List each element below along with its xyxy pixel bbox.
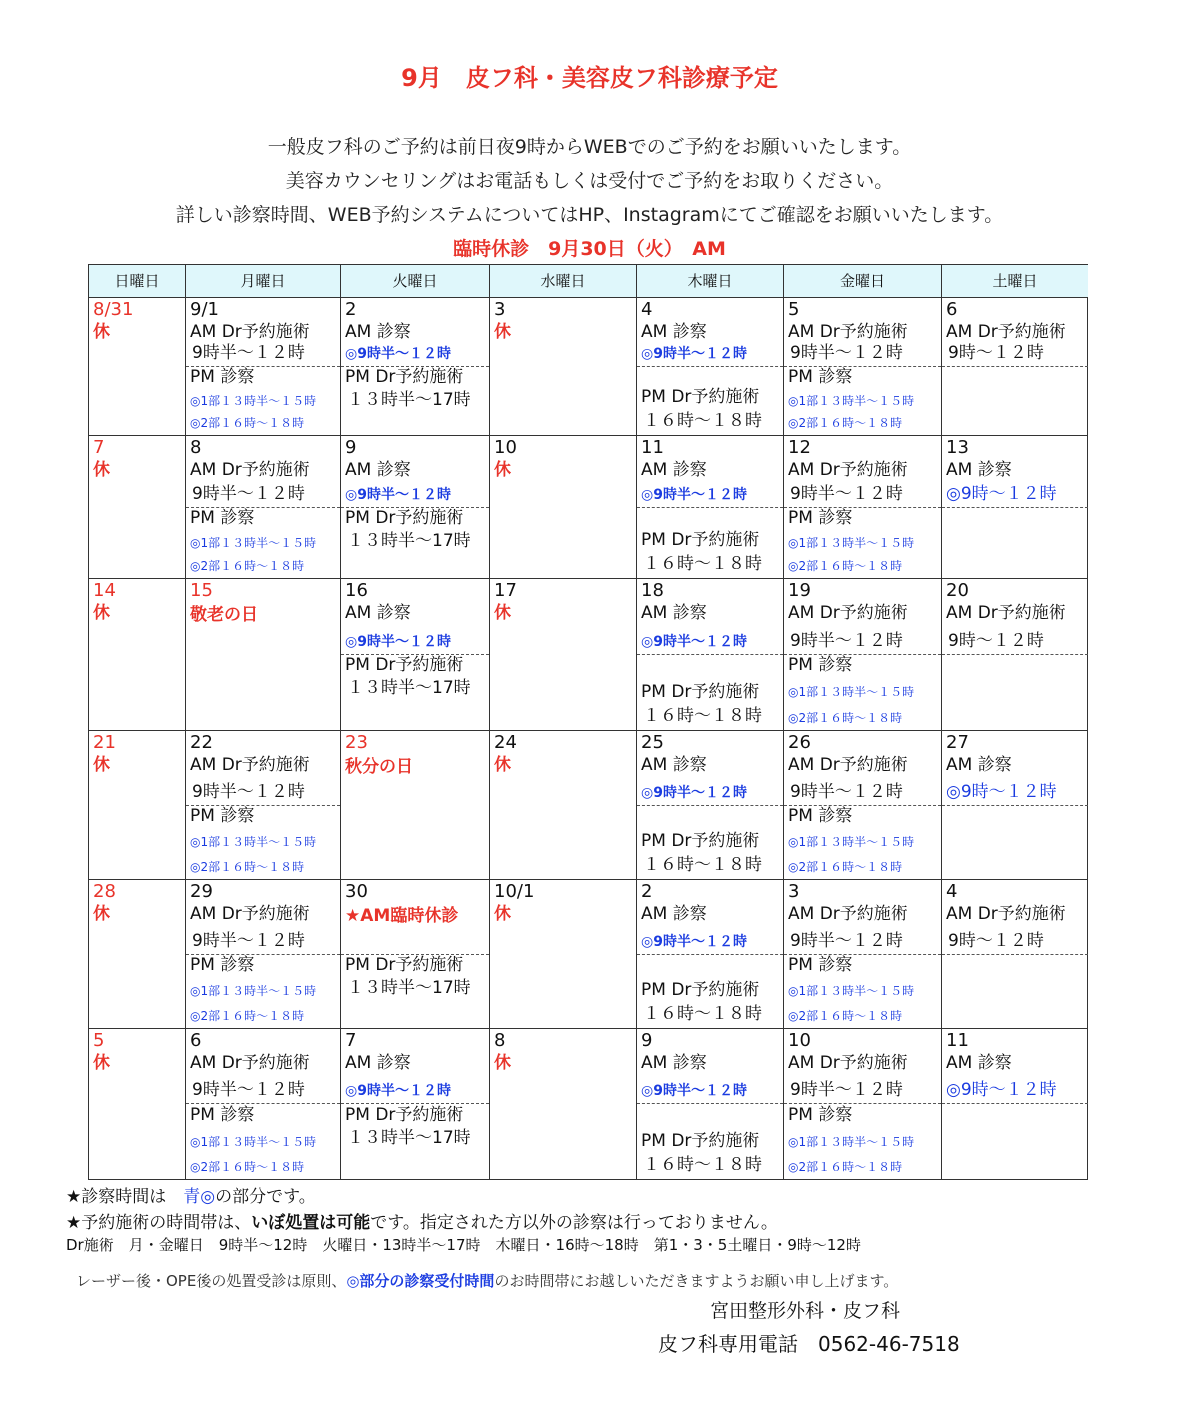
pm-part2-time: ◎2部１６時～１８時 (190, 559, 305, 573)
weekday-header: 土曜日 (942, 265, 1088, 298)
day-number: 30 (345, 881, 368, 902)
pm-part1-time: ◎1部１３時半～１５時 (788, 984, 915, 998)
intro-line-2: 美容カウンセリングはお電話もしくは受付でご予約をお取りください。 (285, 170, 894, 192)
day-cell-tue (341, 579, 490, 731)
day-cell-fri (784, 436, 942, 579)
pm-section (186, 366, 340, 435)
footer-line-1 (66, 1182, 316, 1207)
pm-part1-time: ◎1部１３時半～１５時 (788, 536, 915, 550)
am-dr-label: AM Dr予約施術 (788, 460, 908, 480)
am-section (186, 436, 340, 508)
day-cell-sat (942, 298, 1088, 436)
day-number: 18 (641, 580, 664, 601)
am-exam-label: AM 診察 (946, 460, 1012, 480)
day-number: 23 (345, 732, 368, 753)
am-exam-label: AM 診察 (641, 755, 707, 775)
day-cell-fri (784, 579, 942, 731)
page-title: 9月 皮フ科・美容皮フ科診療予定 (401, 64, 778, 92)
pm-dr-label: PM Dr予約施術 (641, 831, 760, 851)
day-cell-sat (942, 880, 1088, 1029)
pm-dr-label: PM Dr予約施術 (345, 508, 464, 528)
closed-label: 休 (93, 460, 110, 480)
pm-section (341, 366, 489, 435)
pm-dr-label: PM Dr予約施術 (641, 387, 760, 407)
pm-part2-time: ◎2部１６時～１８時 (190, 1160, 305, 1174)
pm-section (784, 366, 941, 435)
pm-exam-label: PM 診察 (190, 806, 255, 826)
day-number: 3 (788, 881, 800, 902)
pm-dr-time: １３時半～17時 (347, 531, 471, 551)
calendar-table (88, 264, 1088, 1180)
day-number: 28 (93, 881, 116, 902)
am-exam-label: AM 診察 (345, 603, 411, 623)
pm-section (186, 954, 340, 1028)
am-section (186, 880, 340, 955)
pm-part1-time: ◎1部１３時半～１５時 (788, 394, 915, 408)
pm-part1-time: ◎1部１３時半～１５時 (788, 1135, 915, 1149)
closed-label: 休 (494, 904, 511, 924)
am-exam-time: ◎9時半～１２時 (345, 1083, 451, 1099)
am-section (186, 1029, 340, 1104)
day-cell-wed (490, 298, 637, 436)
pm-dr-time: １３時半～17時 (347, 978, 471, 998)
day-number: 24 (494, 732, 517, 753)
pm-dr-time: １３時半～17時 (347, 678, 471, 698)
day-number: 5 (93, 1030, 105, 1051)
am-exam-time: ◎9時～１２時 (946, 1080, 1057, 1100)
day-number: 6 (190, 1030, 202, 1051)
day-cell-wed (490, 1029, 637, 1179)
am-section (784, 880, 941, 955)
pm-part1-time: ◎1部１３時半～１５時 (190, 394, 317, 408)
am-dr-label: AM Dr予約施術 (788, 1053, 908, 1073)
am-section (942, 579, 1088, 655)
weekday-header: 水曜日 (490, 265, 637, 298)
am-dr-time: 9時～１２時 (948, 931, 1044, 951)
am-exam-time: ◎9時半～１２時 (641, 1083, 747, 1099)
am-exam-time: ◎9時半～１２時 (641, 934, 747, 950)
footer-text: ★診察時間は (66, 1187, 184, 1207)
day-number: 11 (946, 1030, 969, 1051)
day-number: 4 (641, 299, 653, 320)
pm-dr-label: PM Dr予約施術 (641, 682, 760, 702)
day-cell-sat (942, 731, 1088, 880)
am-dr-label: AM Dr予約施術 (788, 755, 908, 775)
am-dr-label: AM Dr予約施術 (190, 322, 310, 342)
am-section (637, 731, 783, 806)
pm-dr-time: １６時～１８時 (643, 855, 762, 875)
day-cell-thu (637, 579, 784, 731)
day-cell-fri (784, 880, 942, 1029)
footer-bold-text: いぼ処置は可能 (251, 1213, 371, 1233)
pm-section (942, 805, 1088, 879)
day-cell-thu (637, 298, 784, 436)
intro-line-3: 詳しい診察時間、WEB予約システムについてはHP、Instagramにてご確認をお願いいたします。 (175, 204, 1004, 226)
day-number: 26 (788, 732, 811, 753)
am-dr-label: AM Dr予約施術 (788, 603, 908, 623)
pm-dr-label: PM Dr予約施術 (345, 655, 464, 675)
pm-dr-time: １６時～１８時 (643, 706, 762, 726)
am-dr-time: 9時半～１２時 (192, 1080, 305, 1100)
day-cell-sun (89, 579, 186, 731)
weekday-header: 金曜日 (784, 265, 942, 298)
am-exam-label: AM 診察 (946, 1053, 1012, 1073)
day-number: 12 (788, 437, 811, 458)
am-exam-time: ◎9時半～１２時 (345, 634, 451, 650)
am-dr-label: AM Dr予約施術 (946, 603, 1066, 623)
pm-part2-time: ◎2部１６時～１８時 (788, 860, 903, 874)
footer-text: です。指定された方以外の診察は行っておりません。 (370, 1213, 778, 1233)
day-cell-sun (89, 298, 186, 436)
pm-part1-time: ◎1部１３時半～１５時 (190, 984, 317, 998)
clinic-name: 宮田整形外科・皮フ科 (710, 1300, 901, 1322)
am-section (637, 298, 783, 367)
day-number: 4 (946, 881, 958, 902)
am-exam-label: AM 診察 (345, 1053, 411, 1073)
pm-part2-time: ◎2部１６時～１８時 (190, 1009, 305, 1023)
pm-dr-label: PM Dr予約施術 (345, 1105, 464, 1125)
am-dr-label: AM Dr予約施術 (190, 755, 310, 775)
pm-section (637, 805, 783, 879)
pm-dr-label: PM Dr予約施術 (641, 980, 760, 1000)
pm-section (784, 805, 941, 879)
closure-notice: 臨時休診 9月30日（火） AM (453, 238, 726, 260)
am-dr-time: 9時半～１２時 (790, 484, 903, 504)
am-section (341, 880, 489, 955)
day-number: 29 (190, 881, 213, 902)
am-dr-time: 9時半～１２時 (192, 343, 305, 363)
pm-dr-label: PM Dr予約施術 (641, 530, 760, 550)
day-number: 16 (345, 580, 368, 601)
am-exam-label: AM 診察 (641, 904, 707, 924)
holiday-label: 敬老の日 (190, 605, 258, 625)
am-dr-time: 9時半～１２時 (192, 931, 305, 951)
pm-exam-label: PM 診察 (788, 655, 853, 675)
day-cell-mon (186, 880, 341, 1029)
pm-section (784, 507, 941, 578)
footer-text: レーザー後・OPE後の処置受診は原則、 (76, 1272, 347, 1290)
am-section (942, 731, 1088, 806)
am-exam-label: AM 診察 (946, 755, 1012, 775)
day-number: 6 (946, 299, 958, 320)
day-number: 19 (788, 580, 811, 601)
pm-section (637, 507, 783, 578)
pm-exam-label: PM 診察 (190, 508, 255, 528)
pm-dr-time: １３時半～17時 (347, 390, 471, 410)
pm-part2-time: ◎2部１６時～１８時 (788, 1009, 903, 1023)
day-cell-fri (784, 298, 942, 436)
pm-dr-time: １６時～１８時 (643, 1004, 762, 1024)
footer-line-2 (66, 1208, 778, 1233)
pm-exam-label: PM 診察 (788, 955, 853, 975)
day-number: 7 (93, 437, 105, 458)
footer-line-3: Dr施術 月・金曜日 9時半～12時 火曜日・13時半～17時 木曜日・16時～18時 第1・3・5土曜日・9時～12時 (66, 1236, 861, 1254)
day-number: 9/1 (190, 299, 219, 320)
holiday-label: 秋分の日 (345, 757, 413, 777)
day-number: 22 (190, 732, 213, 753)
pm-section (942, 507, 1088, 578)
am-section (784, 579, 941, 655)
day-cell-tue (341, 731, 490, 880)
pm-section (784, 654, 941, 730)
day-cell-wed (490, 731, 637, 880)
pm-section (341, 954, 489, 1028)
weekday-header: 日曜日 (89, 265, 186, 298)
am-section (784, 1029, 941, 1104)
day-cell-mon (186, 436, 341, 579)
pm-section (942, 366, 1088, 435)
day-cell-sun (89, 436, 186, 579)
footer-text: のお時間帯にお越しいただきますようお願い申し上げます。 (494, 1272, 899, 1290)
am-section (942, 436, 1088, 508)
am-dr-time: 9時半～１２時 (790, 782, 903, 802)
pm-dr-time: １６時～１８時 (643, 411, 762, 431)
day-number: 25 (641, 732, 664, 753)
am-dr-time: 9時～１２時 (948, 343, 1044, 363)
am-exam-label: AM 診察 (345, 460, 411, 480)
closed-label: 休 (93, 904, 110, 924)
pm-part2-time: ◎2部１６時～１８時 (190, 416, 305, 430)
am-section (341, 1029, 489, 1104)
day-cell-fri (784, 731, 942, 880)
am-exam-label: AM 診察 (641, 322, 707, 342)
day-number: 14 (93, 580, 116, 601)
am-exam-time: ◎9時半～１２時 (345, 346, 451, 362)
day-number: 5 (788, 299, 800, 320)
pm-dr-label: PM Dr予約施術 (345, 955, 464, 975)
am-section (341, 298, 489, 367)
am-dr-time: 9時半～１２時 (192, 484, 305, 504)
am-dr-label: AM Dr予約施術 (190, 904, 310, 924)
am-exam-time: ◎9時半～１２時 (641, 346, 747, 362)
clinic-phone: 皮フ科専用電話 0562-46-7518 (658, 1332, 960, 1356)
closed-label: 休 (93, 322, 110, 342)
am-exam-time: ◎9時半～１２時 (641, 785, 747, 801)
day-number: 3 (494, 299, 506, 320)
closed-label: 休 (93, 755, 110, 775)
intro-line-1: 一般皮フ科のご予約は前日夜9時からWEBでのご予約をお願いいたします。 (267, 136, 912, 158)
am-exam-label: AM 診察 (641, 1053, 707, 1073)
pm-section (637, 654, 783, 730)
day-cell-wed (490, 880, 637, 1029)
day-number: 10 (494, 437, 517, 458)
closed-label: 休 (494, 603, 511, 623)
day-cell-thu (637, 436, 784, 579)
am-section (186, 298, 340, 367)
day-number: 20 (946, 580, 969, 601)
day-number: 10/1 (494, 881, 535, 902)
day-cell-mon (186, 579, 341, 731)
pm-exam-label: PM 診察 (190, 1105, 255, 1125)
closed-label: 休 (494, 1053, 511, 1073)
pm-dr-time: １６時～１８時 (643, 1155, 762, 1175)
day-cell-tue (341, 880, 490, 1029)
pm-exam-label: PM 診察 (788, 367, 853, 387)
am-section (784, 731, 941, 806)
day-number: 21 (93, 732, 116, 753)
am-dr-time: 9時半～１２時 (790, 343, 903, 363)
pm-part1-time: ◎1部１３時半～１５時 (788, 835, 915, 849)
am-dr-time: 9時半～１２時 (790, 931, 903, 951)
day-cell-mon (186, 731, 341, 880)
pm-section (186, 507, 340, 578)
am-exam-label: AM 診察 (345, 322, 411, 342)
footer-blue-text: 青◎ (183, 1187, 216, 1207)
pm-dr-time: １３時半～17時 (347, 1128, 471, 1148)
closed-label: 休 (494, 460, 511, 480)
footer-line-4 (76, 1270, 898, 1291)
closed-label: 休 (494, 755, 511, 775)
pm-section (637, 366, 783, 435)
day-cell-thu (637, 1029, 784, 1179)
weekday-header: 火曜日 (341, 265, 490, 298)
pm-exam-label: PM 診察 (190, 955, 255, 975)
pm-section (341, 507, 489, 578)
day-number: 2 (641, 881, 653, 902)
day-cell-tue (341, 1029, 490, 1179)
day-cell-tue (341, 298, 490, 436)
pm-section (186, 805, 340, 879)
am-dr-time: 9時半～１２時 (790, 631, 903, 651)
am-section (341, 579, 489, 655)
day-number: 8 (190, 437, 202, 458)
pm-section (942, 954, 1088, 1028)
am-section (341, 436, 489, 508)
closed-label: 休 (93, 1053, 110, 1073)
pm-section (186, 1104, 340, 1179)
closed-label: 休 (494, 322, 511, 342)
pm-part1-time: ◎1部１３時半～１５時 (788, 685, 915, 699)
day-number: 15 (190, 580, 213, 601)
am-exam-time: ◎9時～１２時 (946, 782, 1057, 802)
pm-part2-time: ◎2部１６時～１８時 (190, 860, 305, 874)
pm-part2-time: ◎2部１６時～１８時 (788, 711, 903, 725)
day-cell-tue (341, 436, 490, 579)
pm-exam-label: PM 診察 (788, 1105, 853, 1125)
am-exam-label: AM 診察 (641, 603, 707, 623)
pm-part2-time: ◎2部１６時～１８時 (788, 1160, 903, 1174)
am-section (637, 880, 783, 955)
am-dr-label: AM Dr予約施術 (190, 1053, 310, 1073)
weekday-header: 木曜日 (637, 265, 784, 298)
pm-part2-time: ◎2部１６時～１８時 (788, 416, 903, 430)
day-number: 2 (345, 299, 357, 320)
pm-dr-label: PM Dr予約施術 (345, 367, 464, 387)
day-cell-sun (89, 880, 186, 1029)
day-cell-mon (186, 1029, 341, 1179)
day-number: 8/31 (93, 299, 134, 320)
am-section (186, 731, 340, 806)
am-section (784, 436, 941, 508)
special-closure-label: ★AM臨時休診 (345, 906, 459, 926)
am-dr-time: 9時半～１２時 (790, 1080, 903, 1100)
am-exam-label: AM 診察 (641, 460, 707, 480)
am-exam-time: ◎9時半～１２時 (641, 487, 747, 503)
day-number: 17 (494, 580, 517, 601)
pm-section (637, 954, 783, 1028)
day-cell-mon (186, 298, 341, 436)
day-number: 13 (946, 437, 969, 458)
am-section (942, 298, 1088, 367)
pm-dr-time: １６時～１８時 (643, 554, 762, 574)
day-cell-sat (942, 436, 1088, 579)
day-cell-sun (89, 731, 186, 880)
am-section (942, 880, 1088, 955)
day-cell-fri (784, 1029, 942, 1179)
day-number: 9 (641, 1030, 653, 1051)
pm-section (942, 1104, 1088, 1179)
pm-part1-time: ◎1部１３時半～１５時 (190, 536, 317, 550)
closed-label: 休 (93, 603, 110, 623)
day-cell-wed (490, 436, 637, 579)
day-cell-sat (942, 579, 1088, 731)
am-section (942, 1029, 1088, 1104)
pm-part2-time: ◎2部１６時～１８時 (788, 559, 903, 573)
pm-part1-time: ◎1部１３時半～１５時 (190, 1135, 317, 1149)
am-dr-label: AM Dr予約施術 (946, 322, 1066, 342)
weekday-header: 月曜日 (186, 265, 341, 298)
am-dr-label: AM Dr予約施術 (190, 460, 310, 480)
pm-exam-label: PM 診察 (190, 367, 255, 387)
am-dr-label: AM Dr予約施術 (788, 904, 908, 924)
day-number: 27 (946, 732, 969, 753)
am-section (637, 579, 783, 655)
day-number: 10 (788, 1030, 811, 1051)
am-section (637, 1029, 783, 1104)
day-cell-thu (637, 731, 784, 880)
pm-section (784, 954, 941, 1028)
pm-part1-time: ◎1部１３時半～１５時 (190, 835, 317, 849)
day-number: 9 (345, 437, 357, 458)
footer-text: の部分です。 (215, 1187, 316, 1207)
footer-blue-text: ◎部分の診察受付時間 (346, 1272, 495, 1290)
am-dr-label: AM Dr予約施術 (946, 904, 1066, 924)
am-exam-time: ◎9時半～１２時 (641, 634, 747, 650)
day-number: 7 (345, 1030, 357, 1051)
pm-section (341, 1104, 489, 1179)
am-dr-label: AM Dr予約施術 (788, 322, 908, 342)
am-dr-time: 9時～１２時 (948, 631, 1044, 651)
pm-section (341, 654, 489, 730)
pm-section (637, 1104, 783, 1179)
am-dr-time: 9時半～１２時 (192, 782, 305, 802)
am-exam-time: ◎9時～１２時 (946, 484, 1057, 504)
day-cell-wed (490, 579, 637, 731)
day-number: 11 (641, 437, 664, 458)
day-cell-thu (637, 880, 784, 1029)
footer-text: ★予約施術の時間帯は、 (66, 1213, 252, 1233)
pm-section (784, 1104, 941, 1179)
day-cell-sun (89, 1029, 186, 1179)
pm-exam-label: PM 診察 (788, 508, 853, 528)
am-section (784, 298, 941, 367)
am-section (637, 436, 783, 508)
pm-section (942, 654, 1088, 730)
pm-dr-label: PM Dr予約施術 (641, 1131, 760, 1151)
pm-exam-label: PM 診察 (788, 806, 853, 826)
am-exam-time: ◎9時半～１２時 (345, 487, 451, 503)
day-number: 8 (494, 1030, 506, 1051)
day-cell-sat (942, 1029, 1088, 1179)
